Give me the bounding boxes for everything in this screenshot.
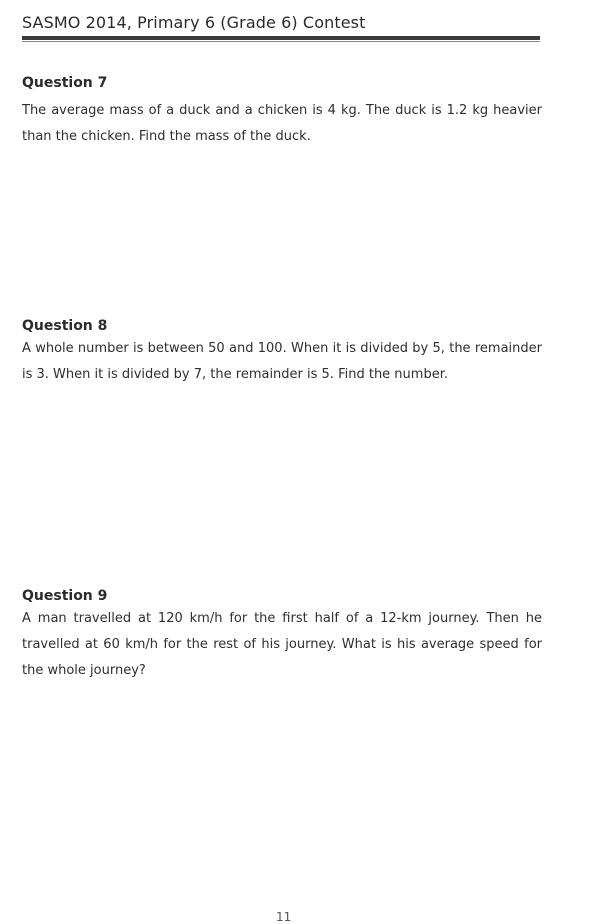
question-title: Question 8: [22, 318, 108, 334]
page-header: [22, 12, 540, 34]
question-text: The average mass of a duck and a chicken is 4 kg. The duck is 1.2 kg heavier than the chicken. Find the mass of the duck.: [22, 103, 542, 144]
question-text: A man travelled at 120 km/h for the first half of a 12-km journey. Then he travelled at 60 km/h for the rest of his journey. What is his average speed for the whole journey?: [22, 611, 542, 678]
header-rule: [22, 36, 540, 40]
header-rule-thin: [22, 41, 540, 42]
question-title: Question 7: [22, 75, 108, 91]
question-8: [22, 317, 542, 388]
page-number: 11: [276, 910, 292, 924]
question-text: A whole number is between 50 and 100. When it is divided by 5, the remainder is 3. When it is divided by 7, the remainder is 5. Find the number.: [22, 341, 542, 382]
question-7: [22, 74, 542, 150]
question-title: Question 9: [22, 588, 108, 604]
question-9: [22, 587, 542, 684]
contest-title: SASMO 2014, Primary 6 (Grade 6) Contest: [22, 13, 366, 32]
